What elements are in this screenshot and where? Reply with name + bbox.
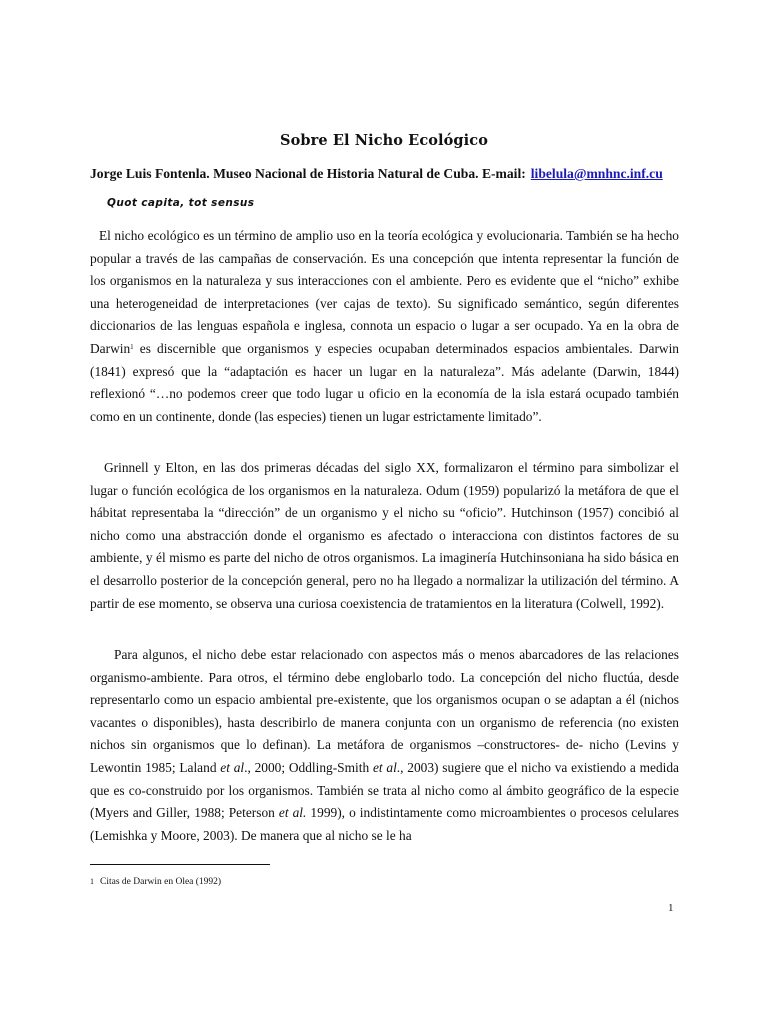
paragraph-3-text-d: 1999), o indistintamente como microambientes o procesos celulares (Lemishka y Moore, 2003). De manera que al nicho se le ha: [90, 805, 679, 843]
paragraph-1: [90, 225, 679, 428]
et-al-italic: et al: [372, 759, 397, 775]
paragraph-2: [90, 457, 679, 615]
et-al-italic: et al.: [278, 805, 307, 821]
paragraph-2-text: Grinnell y Elton, en las dos primeras décadas del siglo XX, formalizaron el término para simbolizar el lugar o función ecológica de los organismos en la naturaleza. Odum (1959) popularizó la metáfora de que el hábitat representaba la “dirección” de un organismo y el nicho su “oficio”. Hutchinson (1957) concibió al nicho como una abstracción donde el organismo es afectado o interacciona con distintos factores de su ambiente, y él mismo es parte del nicho de otros organismos. La imaginería Hutchinsoniana ha sido básica en el desarrollo posterior de la concepción general, pero no ha llegado a normalizar la utilización del término. A partir de ese momento, se observa una curiosa coexistencia de tratamientos en la literatura (Colwell, 1992).: [90, 460, 679, 611]
author-affiliation: Jorge Luis Fontenla. Museo Nacional de Historia Natural de Cuba. E-mail:: [90, 166, 526, 181]
footnote: [90, 877, 221, 887]
footnote-reference[interactable]: 1: [130, 342, 134, 351]
paragraph-1-text-a: El nicho ecológico es un término de amplio uso en la teoría ecológica y evolucionaria. También se ha hecho popular a través de las campañas de conservación. Es una concepción que intenta representar la función de los organismos en la naturaleza y sus interacciones con el ambiente. Pero es evidente que el “nicho” exhibe una heterogeneidad de interpretaciones (ver cajas de texto). Su significado semántico, según diferentes diccionarios de las lenguas española e inglesa, connota un espacio o lugar a ser ocupado. Ya en la obra de Darwin: [90, 228, 679, 356]
paragraph-3-text-c: ., 2003) sugiere que el nicho va existiendo a medida que es co-construido por los organismos. También se trata al nicho como al ámbito geográfico de la especie (Myers and Giller, 1988; Peterson: [90, 759, 679, 821]
motto: Quot capita, tot sensus: [107, 197, 255, 209]
paragraph-3-text-a: Para algunos, el nicho debe estar relacionado con aspectos más o menos abarcadores de las relaciones organismo-ambiente. Para otros, el término debe englobarlo todo. La concepción del nicho fluctúa, desde representarlo como un espacio ambiental pre-existente, que los organismos ocupan o se adaptan a él (nichos vacantes o disponibles), hasta describirlo de manera conjunta con un organismo de referencia (no existen nichos sin organismos que lo definan). La metáfora de organismos –constructores- de- nicho (Levins y Lewontin 1985; Laland: [90, 647, 679, 775]
footnote-separator: [90, 864, 270, 865]
paragraph-3: [90, 644, 679, 847]
page-number: 1: [668, 902, 674, 914]
document-title: Sobre El Nicho Ecológico: [280, 132, 488, 149]
footnote-number: 1: [90, 877, 94, 886]
footnote-text: Citas de Darwin en Olea (1992): [100, 877, 222, 887]
paragraph-3-text-b: ., 2000; Oddling-Smith: [244, 759, 373, 775]
email-link[interactable]: libelula@mnhnc.inf.cu: [530, 166, 663, 181]
paragraph-1-text-b: es discernible que organismos y especies ocupaban determinados espacios ambientales. Darwin (1841) expresó que la “adaptación es hacer un lugar en la naturaleza”. Más adelante (Darwin, 1844) reflexionó “…no podemos creer que todo lugar u oficio en la economía de la isla estará ocupado también como en un continente, donde (las especies) tienen un lugar estrictamente limitado”.: [90, 340, 679, 424]
author-line: [90, 166, 690, 182]
et-al-italic: et al: [220, 759, 245, 775]
